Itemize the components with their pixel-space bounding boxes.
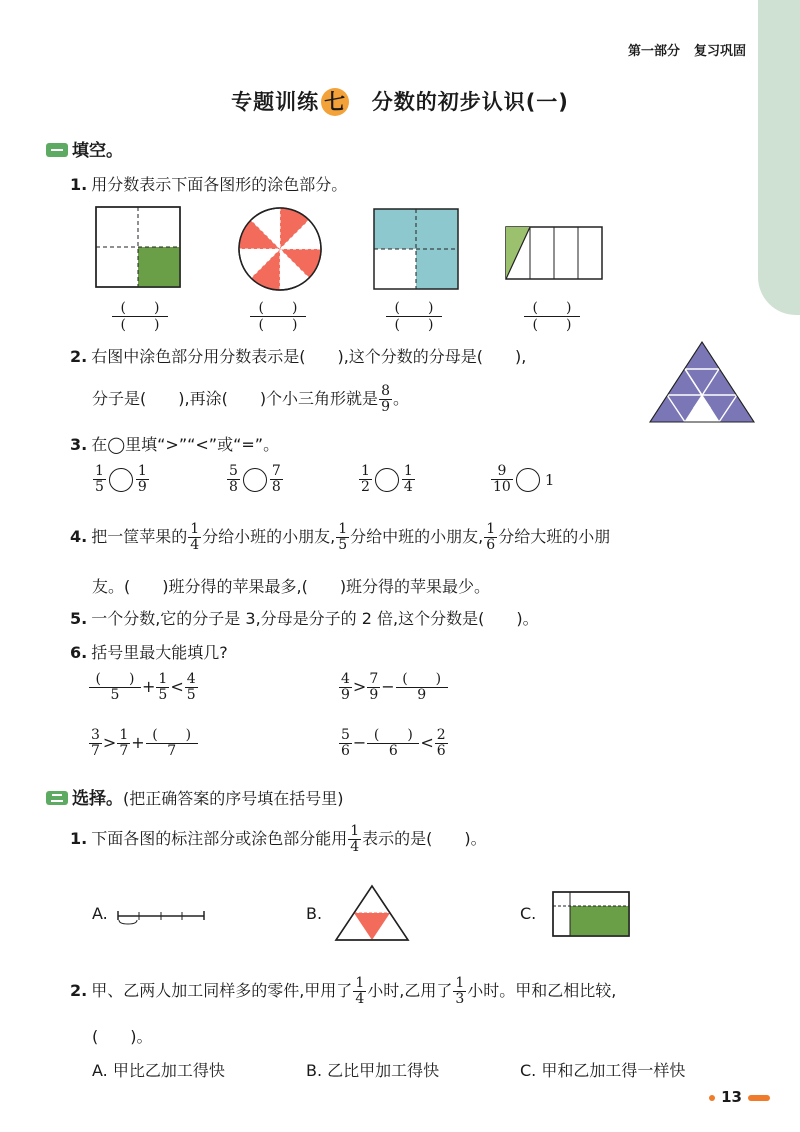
figure-square-quarters (96, 207, 180, 287)
section-1-title: 填空。 (72, 141, 123, 161)
q2-option-a[interactable]: A. 甲比乙加工得快 (92, 1061, 225, 1080)
section-2-title: 选择。 (72, 789, 123, 809)
text-segment: 一个分数,它的分子是 3,分母是分子的 2 倍,这个分数是( )。 (91, 609, 539, 628)
fraction (367, 728, 419, 759)
fraction (491, 464, 513, 495)
footer-dot-icon (709, 1095, 715, 1101)
fraction-denominator: 4 (403, 479, 413, 495)
fraction-numerator: 7 (271, 463, 281, 479)
option-b-label[interactable]: B. (306, 904, 323, 923)
text-segment: < (420, 733, 434, 752)
text-segment: > (352, 677, 367, 696)
fraction-numerator: 5 (341, 727, 350, 743)
option-b-triangle-figure (334, 884, 410, 944)
fraction (359, 464, 372, 495)
text-segment: 分给中班的小朋友, (350, 527, 484, 546)
fraction (270, 464, 283, 495)
triangle-figure (648, 340, 758, 424)
fraction-8-9 (379, 384, 392, 415)
fraction-denominator: 9 (341, 687, 350, 703)
fraction-denominator: 5 (158, 687, 168, 703)
answer-blank-2[interactable] (250, 300, 306, 333)
fraction-numerator: 1 (338, 521, 348, 537)
fraction (227, 464, 240, 495)
question-number: 6. (70, 643, 88, 662)
fraction-numerator: 1 (455, 975, 465, 991)
inequality-1 (88, 672, 199, 703)
figure-circle-eighths (239, 208, 321, 290)
page-number: 13 (721, 1088, 742, 1106)
fraction-numerator: ( ) (402, 671, 442, 687)
fraction (484, 522, 497, 553)
title-number-badge: 七 (321, 88, 349, 116)
question-1-2 (70, 344, 526, 367)
figure-rectangle-triangle (506, 227, 602, 279)
question-1-4-line2 (92, 574, 490, 597)
fraction-numerator: 5 (229, 463, 238, 479)
compare-item-3 (358, 464, 416, 495)
question-1-6 (70, 640, 228, 663)
question-number: 2. (70, 347, 88, 366)
fraction-denominator: 10 (493, 479, 511, 495)
fraction-numerator: 9 (497, 463, 507, 479)
fraction-denominator: 9 (396, 687, 448, 703)
blank-denominator: ( ) (386, 316, 442, 333)
fraction-numerator: 7 (369, 671, 379, 687)
blank-numerator: ( ) (532, 300, 572, 316)
fraction-numerator: 1 (158, 671, 168, 687)
fraction-numerator: 3 (91, 727, 100, 743)
fraction (156, 672, 169, 703)
period: 。 (392, 389, 409, 408)
fraction (185, 672, 198, 703)
fraction (188, 522, 201, 553)
fraction-numerator: 1 (361, 463, 370, 479)
fraction-numerator: 4 (186, 671, 196, 687)
compare-circle[interactable] (375, 468, 399, 492)
section-2-subtitle: (把正确答案的序号填在括号里) (123, 789, 344, 808)
text-segment: 分给大班的小朋 (498, 527, 611, 546)
header-section: 复习巩固 (693, 44, 746, 59)
text-segment: + (142, 677, 156, 696)
text-segment: 把一筐苹果的 (91, 527, 188, 546)
option-c-label[interactable]: C. (520, 904, 537, 923)
question-number: 1. (70, 175, 88, 194)
text-segment: 表示的是( )。 (362, 829, 487, 848)
fraction-denominator: 9 (381, 399, 390, 415)
fraction-denominator: 4 (355, 991, 365, 1007)
fraction-numerator: 1 (350, 823, 360, 839)
fraction (402, 464, 415, 495)
fraction (89, 728, 102, 759)
blank-denominator: ( ) (112, 316, 168, 333)
inequality-3 (88, 728, 199, 759)
fraction-denominator: 9 (369, 687, 379, 703)
fraction (367, 672, 380, 703)
fraction (339, 672, 352, 703)
fraction-denominator: 4 (190, 537, 200, 553)
fraction-denominator: 6 (367, 743, 419, 759)
question-text: 用分数表示下面各图形的涂色部分。 (91, 175, 348, 194)
fraction-numerator: 2 (436, 727, 446, 743)
text-segment: 1 (544, 470, 555, 489)
compare-item-4 (490, 464, 554, 495)
blank-numerator: ( ) (120, 300, 160, 316)
fraction-denominator: 7 (91, 743, 100, 759)
fraction-numerator: 1 (119, 727, 129, 743)
answer-blank-3[interactable] (386, 300, 442, 333)
q2-option-b[interactable]: B. 乙比甲加工得快 (306, 1061, 440, 1080)
fraction-denominator: 7 (146, 743, 198, 759)
fraction-denominator: 5 (186, 687, 196, 703)
option-c-rectangle-figure (552, 890, 632, 940)
fraction-numerator: 1 (137, 463, 147, 479)
question-text: 分子是( ),再涂( )个小三角形就是 (92, 389, 379, 408)
fraction (435, 728, 448, 759)
text-segment: 甲、乙两人加工同样多的零件,甲用了 (91, 981, 353, 1000)
blank-denominator: ( ) (250, 316, 306, 333)
section-1-tag-icon (46, 143, 68, 157)
inequality-4 (338, 728, 449, 759)
option-a-segment-figure (116, 906, 208, 930)
footer-bar-icon (748, 1095, 770, 1101)
q2-option-c[interactable]: C. 甲和乙加工得一样快 (520, 1061, 686, 1080)
question-1-3 (70, 432, 279, 455)
fraction-numerator: 1 (190, 521, 200, 537)
q1-figures (94, 205, 614, 295)
section-1-heading (46, 136, 123, 161)
question-number: 3. (70, 435, 88, 454)
fraction-denominator: 5 (338, 537, 348, 553)
text-segment: > (102, 733, 117, 752)
compare-circle[interactable] (516, 468, 540, 492)
question-number: 2. (70, 981, 88, 1000)
question-1-5 (70, 606, 539, 629)
title-prefix: 专题训练 (231, 90, 320, 114)
question-2-2-line2 (92, 1024, 153, 1047)
fraction-denominator: 5 (89, 687, 141, 703)
text-segment: 小时。甲和乙相比较, (467, 981, 617, 1000)
text-segment: + (131, 733, 145, 752)
blank-numerator: ( ) (394, 300, 434, 316)
fraction-denominator: 5 (95, 479, 104, 495)
title-topic: 分数的初步认识(一) (371, 90, 569, 114)
compare-circle[interactable] (109, 468, 133, 492)
fraction-numerator: 1 (486, 521, 496, 537)
fraction-numerator: ( ) (95, 671, 135, 687)
text-segment: 括号里最大能填几? (91, 643, 228, 662)
fraction-denominator: 8 (271, 479, 281, 495)
fraction (146, 728, 198, 759)
running-header (614, 40, 746, 59)
question-text: 在◯里填“>”“<”或“=”。 (91, 435, 280, 454)
fraction (89, 672, 141, 703)
fraction-denominator: 2 (361, 479, 370, 495)
section-2-tag-icon (46, 791, 68, 805)
side-tab (758, 0, 800, 315)
question-number: 1. (70, 829, 88, 848)
fraction-numerator: 1 (403, 463, 413, 479)
fraction (396, 672, 448, 703)
fraction-denominator: 8 (229, 479, 238, 495)
fraction-numerator: 4 (341, 671, 350, 687)
question-1-2-line2 (92, 384, 409, 415)
section-2-heading (46, 784, 344, 809)
fraction-denominator: 6 (486, 537, 496, 553)
fraction (348, 824, 361, 855)
fraction (117, 728, 130, 759)
fraction (453, 976, 466, 1007)
text-segment: 下面各图的标注部分或涂色部分能用 (91, 829, 348, 848)
blank-denominator: ( ) (524, 316, 580, 333)
option-a-label[interactable]: A. (92, 904, 108, 923)
blank-numerator: ( ) (258, 300, 298, 316)
answer-blank-4[interactable] (524, 300, 580, 333)
fraction (93, 464, 106, 495)
fraction-numerator: 1 (355, 975, 365, 991)
inequality-2 (338, 672, 449, 703)
question-2-2 (70, 976, 616, 1007)
page-footer (709, 1088, 770, 1106)
question-number: 5. (70, 609, 88, 628)
fraction-numerator: ( ) (152, 727, 192, 743)
compare-circle[interactable] (243, 468, 267, 492)
fraction-denominator: 6 (436, 743, 446, 759)
text-segment: 小时,乙用了 (367, 981, 453, 1000)
fraction-denominator: 9 (137, 479, 147, 495)
header-part: 第一部分 (627, 44, 680, 59)
text-segment: − (352, 733, 367, 752)
text-segment: ( )。 (92, 1027, 153, 1046)
compare-item-2 (226, 464, 284, 495)
text-segment: 分给小班的小朋友, (202, 527, 336, 546)
fraction-denominator: 7 (119, 743, 129, 759)
text-segment: − (381, 677, 395, 696)
figure-square-teal (374, 209, 458, 289)
question-2-1 (70, 824, 487, 855)
answer-blank-1[interactable] (112, 300, 168, 333)
fraction-denominator: 4 (350, 839, 360, 855)
fraction-numerator: ( ) (373, 727, 413, 743)
fraction (353, 976, 366, 1007)
question-text: 右图中涂色部分用分数表示是( ),这个分数的分母是( ), (91, 347, 527, 366)
text-segment: < (170, 677, 184, 696)
question-number: 4. (70, 527, 88, 546)
fraction-denominator: 3 (455, 991, 465, 1007)
fraction (339, 728, 352, 759)
fraction-numerator: 1 (95, 463, 104, 479)
text-segment: 友。( )班分得的苹果最多,( )班分得的苹果最少。 (92, 577, 491, 596)
fraction-denominator: 6 (341, 743, 350, 759)
question-1-1 (70, 172, 347, 195)
compare-item-1 (92, 464, 150, 495)
fraction (136, 464, 149, 495)
fraction (336, 522, 349, 553)
question-1-4 (70, 522, 610, 553)
page-title (0, 86, 800, 116)
fraction-numerator: 8 (381, 383, 390, 399)
